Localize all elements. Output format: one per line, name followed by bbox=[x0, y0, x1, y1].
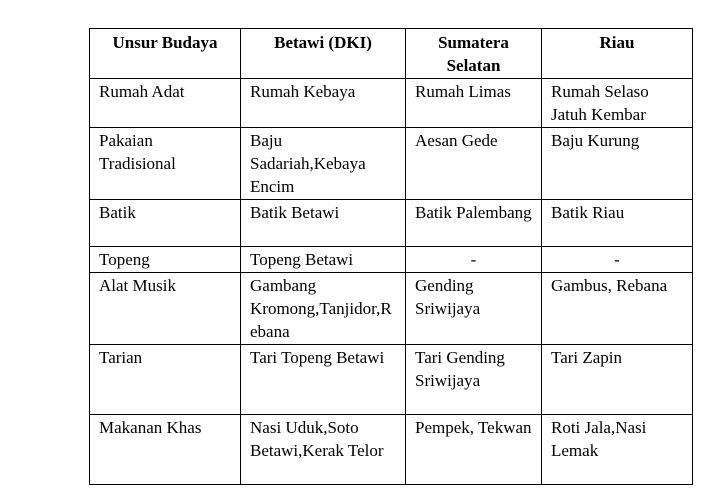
table-row bbox=[90, 200, 693, 247]
table-cell: Batik Palembang bbox=[406, 200, 542, 247]
table-cell: Tarian bbox=[90, 345, 241, 415]
table-cell: Nasi Uduk,Soto Betawi,Kerak Telor bbox=[241, 415, 406, 485]
table-row bbox=[90, 415, 693, 485]
table-cell: Gambus, Rebana bbox=[542, 273, 693, 345]
table-cell: Batik Riau bbox=[542, 200, 693, 247]
table-row bbox=[90, 273, 693, 345]
culture-table bbox=[89, 28, 693, 485]
table-row bbox=[90, 247, 693, 273]
table-cell: Makanan Khas bbox=[90, 415, 241, 485]
table-cell: Baju Sadariah,Kebaya Encim bbox=[241, 128, 406, 200]
table-cell: Aesan Gede bbox=[406, 128, 542, 200]
table-cell: Topeng bbox=[90, 247, 241, 273]
table-cell: - bbox=[406, 247, 542, 273]
culture-table-container bbox=[89, 28, 693, 485]
header-cell-unsur-budaya: Unsur Budaya bbox=[90, 29, 241, 79]
table-row bbox=[90, 128, 693, 200]
table-cell: Gambang Kromong,Tanjidor,Rebana bbox=[241, 273, 406, 345]
table-cell: Pakaian Tradisional bbox=[90, 128, 241, 200]
table-header-row bbox=[90, 29, 693, 79]
header-cell-betawi: Betawi (DKI) bbox=[241, 29, 406, 79]
table-cell: Batik Betawi bbox=[241, 200, 406, 247]
table-cell: Rumah Kebaya bbox=[241, 79, 406, 128]
table-cell: Gending Sriwijaya bbox=[406, 273, 542, 345]
table-row bbox=[90, 79, 693, 128]
table-cell: Batik bbox=[90, 200, 241, 247]
table-cell: - bbox=[542, 247, 693, 273]
header-cell-riau: Riau bbox=[542, 29, 693, 79]
table-cell: Tari Zapin bbox=[542, 345, 693, 415]
table-cell: Rumah Limas bbox=[406, 79, 542, 128]
table-row bbox=[90, 345, 693, 415]
table-cell: Tari Gending Sriwijaya bbox=[406, 345, 542, 415]
table-cell: Tari Topeng Betawi bbox=[241, 345, 406, 415]
table-cell: Alat Musik bbox=[90, 273, 241, 345]
table-cell: Pempek, Tekwan bbox=[406, 415, 542, 485]
table-cell: Baju Kurung bbox=[542, 128, 693, 200]
header-cell-sumatera-selatan: Sumatera Selatan bbox=[406, 29, 542, 79]
table-cell: Rumah Selaso Jatuh Kembar bbox=[542, 79, 693, 128]
table-cell: Rumah Adat bbox=[90, 79, 241, 128]
table-cell: Roti Jala,Nasi Lemak bbox=[542, 415, 693, 485]
table-cell: Topeng Betawi bbox=[241, 247, 406, 273]
